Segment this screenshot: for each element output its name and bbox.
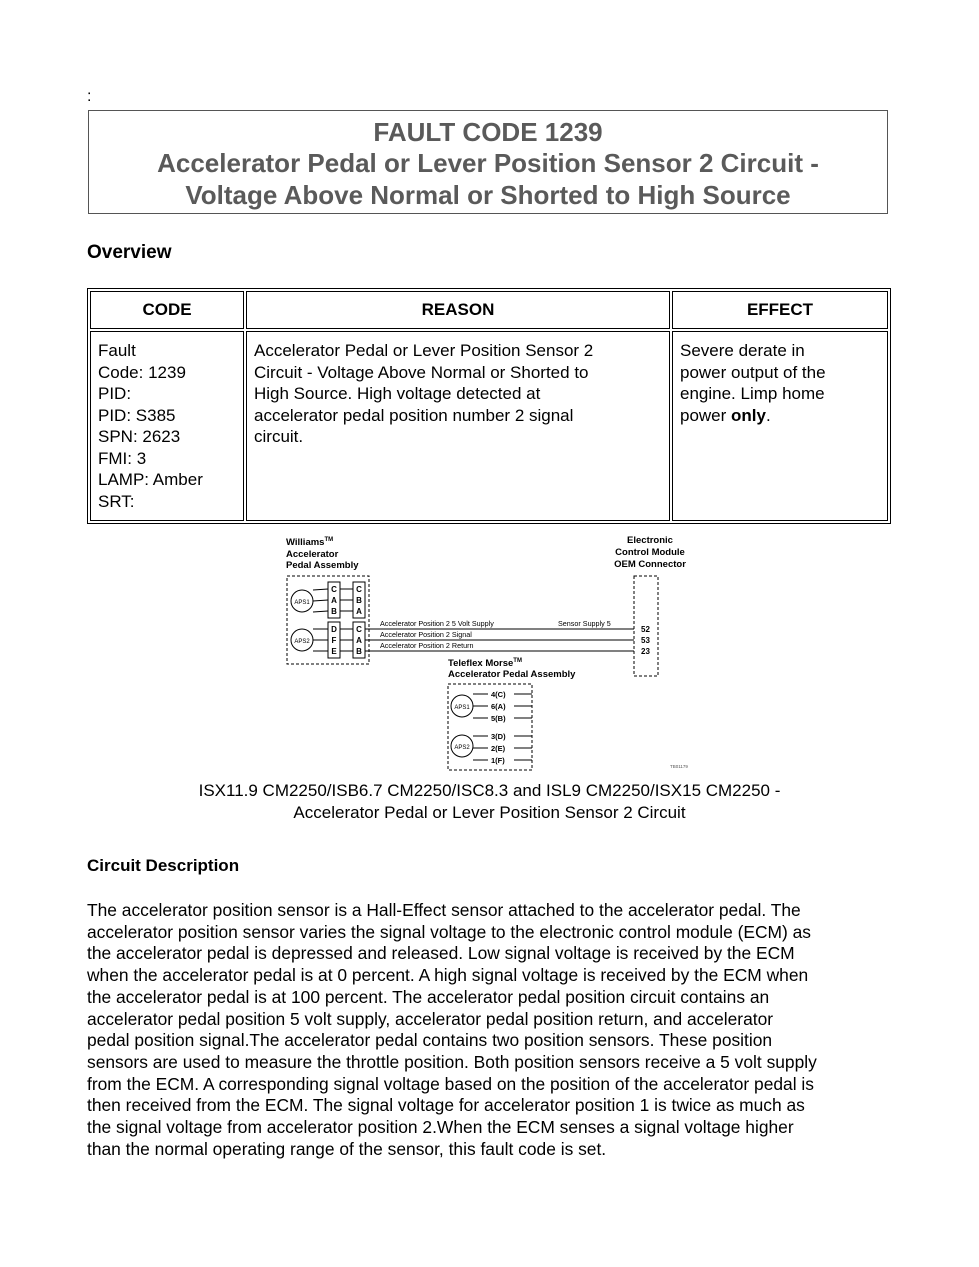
figure-id: TB01179 — [670, 764, 688, 769]
ecm-pin: 23 — [641, 647, 650, 656]
effect-line: power — [680, 405, 732, 425]
header-code: CODE — [90, 291, 244, 329]
tf-pin-label: 1(F) — [491, 756, 505, 765]
code-line: SRT: — [98, 491, 135, 511]
tf-pin-label: 5(B) — [491, 714, 506, 723]
tf-pin-label: 2(E) — [491, 744, 506, 753]
reason-line: Circuit - Voltage Above Normal or Shorted to — [254, 362, 589, 382]
effect-line: Severe derate in — [680, 341, 805, 360]
effect-cell — [672, 331, 888, 521]
reason-cell — [246, 331, 670, 521]
code-line: PID: S385 — [98, 405, 176, 425]
pin-label: B — [331, 607, 337, 616]
aps1-label: APS1 — [294, 600, 310, 606]
tf-aps1-label: APS1 — [454, 705, 470, 711]
pin-label: A — [331, 596, 337, 605]
ecm-label-2: Control Module — [615, 547, 685, 558]
header-reason: REASON — [246, 291, 670, 329]
ecm-label-1: Electronic — [627, 535, 673, 546]
overview-heading: Overview — [87, 242, 172, 263]
code-line: PID: — [98, 384, 132, 403]
code-line: SPN: 2623 — [98, 427, 181, 446]
effect-line-last — [680, 405, 880, 427]
teleflex-label: Teleflex Morse™ — [448, 658, 522, 669]
pin-label: B — [356, 596, 362, 605]
fault-code-title: FAULT CODE 1239 — [373, 117, 603, 147]
paragraph-line: The accelerator position sensor is a Hall-Effect sensor attached to the accelerator pedal. The — [87, 900, 801, 920]
caption-line-1: ISX11.9 CM2250/ISB6.7 CM2250/ISC8.3 and ISL9 CM2250/ISX15 CM2250 - — [198, 781, 781, 800]
tf-aps2-label: APS2 — [454, 745, 470, 751]
reason-line: High Source. High voltage detected at — [254, 384, 541, 403]
pin-label: C — [356, 585, 362, 594]
paragraph-line: the accelerator pedal is at 100 percent. The accelerator pedal position circuit contains an — [87, 986, 770, 1007]
aps2-label: APS2 — [294, 639, 310, 645]
circuit-description-body — [87, 900, 897, 1160]
fault-table — [87, 288, 891, 524]
ecm-pin: 53 — [641, 636, 650, 645]
reason-line: Accelerator Pedal or Lever Position Sensor 2 — [254, 341, 594, 360]
paragraph-line: accelerator position sensor varies the signal voltage to the electronic control module (ECM) as — [87, 921, 811, 942]
paragraph-line: pedal position signal.The accelerator pedal contains two position sensors. These position — [87, 1030, 773, 1051]
fault-title-line3: Voltage Above Normal or Shorted to High Source — [185, 180, 791, 210]
paragraph-line: sensors are used to measure the throttle position. Both position sensors receive a 5 volt supply — [87, 1051, 817, 1072]
caption-line-2: Accelerator Pedal or Lever Position Sensor 2 Circuit — [293, 802, 686, 822]
pin-label: D — [331, 625, 337, 634]
paragraph-line: when the accelerator pedal is at 0 percent. A high signal voltage is received by the ECM when — [87, 965, 809, 986]
williams-label-3: Pedal Assembly — [286, 560, 359, 571]
ecm-label-3: OEM Connector — [614, 559, 686, 570]
sensor-supply-label: Sensor Supply 5 — [558, 619, 611, 628]
paragraph-line: the accelerator pedal is depressed and released. Low signal voltage is received by the ECM — [87, 943, 795, 964]
reason-line: circuit. — [254, 427, 304, 446]
paragraph-line: from the ECM. A corresponding signal voltage based on the position of the accelerator pedal is — [87, 1073, 814, 1094]
paragraph-line: than the normal operating range of the sensor, this fault code is set. — [87, 1138, 607, 1159]
pin-label: F — [331, 636, 337, 645]
effect-line: engine. Limp home — [680, 384, 825, 403]
header-effect: EFFECT — [672, 291, 888, 329]
diagram-caption — [87, 780, 892, 823]
pin-label: C — [331, 585, 337, 594]
wiring-diagram — [282, 532, 700, 772]
tf-pin-label: 4(C) — [491, 690, 506, 699]
wire-signal-label: Accelerator Position 2 Signal — [380, 630, 472, 639]
pin-label: C — [356, 625, 362, 634]
tf-pin-label: 3(D) — [491, 732, 506, 741]
paragraph-line: accelerator pedal position 5 volt supply, accelerator pedal position return, and accelerator — [87, 1008, 774, 1029]
williams-label: Williams™ — [286, 537, 334, 548]
code-line: FMI: 3 — [98, 448, 147, 468]
fault-title-line2: Accelerator Pedal or Lever Position Sensor 2 Circuit - — [157, 148, 819, 178]
effect-end: . — [765, 405, 771, 425]
teleflex-label-2: Accelerator Pedal Assembly — [448, 669, 576, 680]
table-row — [90, 331, 888, 521]
effect-line: power output of the — [680, 362, 826, 382]
page-colon: : — [87, 88, 92, 105]
ecm-pin: 52 — [641, 625, 650, 634]
table-header-row — [90, 291, 888, 329]
pin-label: E — [331, 647, 337, 656]
pin-label: B — [356, 647, 362, 656]
tf-pin-label: 6(A) — [491, 702, 506, 711]
reason-line: accelerator pedal position number 2 signal — [254, 405, 574, 425]
paragraph-line: the signal voltage from accelerator position 2.When the ECM senses a signal voltage higher — [87, 1117, 794, 1138]
code-line: Code: 1239 — [98, 362, 186, 382]
code-line: LAMP: Amber — [98, 470, 203, 489]
williams-label-2: Accelerator — [286, 549, 339, 560]
paragraph-line: then received from the ECM. The signal voltage for accelerator position 1 is twice as much as — [87, 1095, 805, 1116]
effect-bold-word: only — [731, 405, 766, 425]
pin-label: A — [356, 636, 362, 645]
code-line: Fault — [98, 341, 136, 360]
circuit-description-heading: Circuit Description — [87, 856, 240, 875]
title-box — [88, 110, 888, 214]
pin-label: A — [356, 607, 362, 616]
wire-supply-label: Accelerator Position 2 5 Volt Supply — [380, 619, 494, 628]
wire-return-label: Accelerator Position 2 Return — [380, 641, 474, 650]
code-cell — [90, 331, 244, 521]
